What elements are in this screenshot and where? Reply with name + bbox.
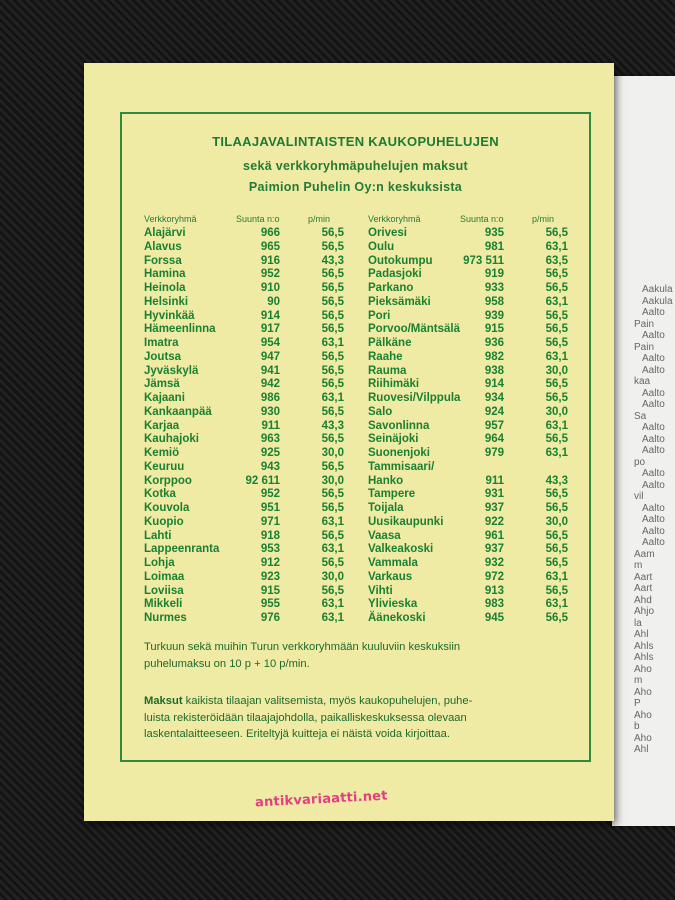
direction-code: 981 xyxy=(484,240,504,253)
table-row xyxy=(368,227,568,240)
direction-code: 915 xyxy=(484,323,504,336)
place-name: Padasjoki xyxy=(368,268,422,281)
table-row xyxy=(368,475,568,488)
place-name: Riihimäki xyxy=(368,378,420,391)
table-row xyxy=(144,461,344,474)
direction-code: 932 xyxy=(484,557,504,569)
table-row xyxy=(144,557,344,570)
adjacent-page-line: Aalto xyxy=(642,364,665,376)
table-row xyxy=(368,282,568,295)
rate-per-minute: 63,1 xyxy=(321,543,344,556)
place-name: Toijala xyxy=(368,502,404,514)
direction-code: 971 xyxy=(260,515,280,528)
rate-per-minute: 56,5 xyxy=(321,350,344,363)
rate-per-minute: 30,0 xyxy=(321,570,344,583)
rate-per-minute: 56,5 xyxy=(545,529,568,542)
direction-code: 911 xyxy=(261,419,280,432)
table-row xyxy=(144,310,344,323)
rate-per-minute: 56,5 xyxy=(545,557,568,569)
direction-code: 919 xyxy=(484,268,504,281)
table-row xyxy=(144,365,344,378)
place-name: Outokumpu xyxy=(368,254,433,267)
direction-code: 923 xyxy=(260,570,280,583)
place-name: Uusikaupunki xyxy=(368,515,444,528)
place-name: Orivesi xyxy=(368,227,407,239)
direction-code: 976 xyxy=(260,612,280,624)
table-row xyxy=(144,323,344,336)
rate-per-minute: 30,0 xyxy=(321,474,344,487)
rate-per-minute: 30,0 xyxy=(545,405,568,418)
rate-per-minute: 56,5 xyxy=(545,282,568,294)
adjacent-page-line: Aalto xyxy=(642,468,665,479)
place-name: Porvoo/Mäntsälä xyxy=(368,323,461,336)
table-row xyxy=(144,433,344,446)
table-row xyxy=(144,447,344,460)
table-row xyxy=(368,406,568,419)
direction-code: 979 xyxy=(484,447,504,459)
rate-per-minute: 63,1 xyxy=(545,350,568,363)
direction-code: 952 xyxy=(260,488,280,501)
rate-per-minute: 63,1 xyxy=(321,598,344,611)
rate-per-minute: 56,5 xyxy=(545,268,568,281)
table-row xyxy=(144,227,344,240)
place-name: Äänekoski xyxy=(368,612,426,624)
place-name: Kauhajoki xyxy=(144,433,199,446)
adjacent-page-line: Aart xyxy=(634,571,653,583)
direction-code: 947 xyxy=(260,350,280,363)
place-name: Keuruu xyxy=(144,460,185,473)
adjacent-page-line: Aho xyxy=(634,686,652,698)
adjacent-page-line: Sa xyxy=(634,410,647,422)
place-name: Parkano xyxy=(368,282,414,294)
rate-per-minute: 43,3 xyxy=(545,474,568,487)
direction-code: 912 xyxy=(260,557,280,569)
direction-code: 916 xyxy=(260,254,280,267)
table-row xyxy=(368,351,568,364)
rate-per-minute: 43,3 xyxy=(321,419,344,432)
table-row xyxy=(368,502,568,515)
place-name: Hyvinkää xyxy=(144,309,195,322)
rate-table-frame xyxy=(120,112,591,762)
place-name: Lahti xyxy=(144,529,172,542)
rate-per-minute: 56,5 xyxy=(321,557,344,569)
place-name: Lappeenranta xyxy=(144,543,220,556)
place-name: Hamina xyxy=(144,268,186,281)
place-name: Loimaa xyxy=(144,570,185,583)
rate-per-minute: 63,1 xyxy=(545,447,568,459)
direction-code: 945 xyxy=(484,612,504,624)
rate-per-minute: 63,1 xyxy=(321,515,344,528)
adjacent-page xyxy=(612,76,675,826)
place-name: Vaasa xyxy=(368,529,401,542)
adjacent-page-line: m xyxy=(634,560,643,571)
adjacent-page-line: Aakula xyxy=(642,284,673,295)
rate-per-minute: 56,5 xyxy=(321,295,344,308)
rate-per-minute: 56,5 xyxy=(545,584,568,597)
adjacent-page-line: la xyxy=(634,617,642,629)
place-name: Vammala xyxy=(368,557,418,569)
adjacent-page-line: P xyxy=(634,698,641,709)
place-name: Seinäjoki xyxy=(368,433,419,446)
rate-per-minute: 56,5 xyxy=(321,584,344,597)
rate-per-minute: 56,5 xyxy=(321,364,344,377)
direction-code: 937 xyxy=(484,502,504,514)
booklet-page xyxy=(84,63,614,821)
direction-code: 973 511 xyxy=(463,254,504,267)
billing-note-line-1: kaikista tilaajan valitsemista, myös kaukopuhelujen, puhe- xyxy=(182,695,473,707)
adjacent-page-line: Ahl xyxy=(634,744,649,755)
place-name: Raahe xyxy=(368,350,403,363)
place-name: Jämsä xyxy=(144,378,180,391)
place-name: Rauma xyxy=(368,364,407,377)
place-name: Kuopio xyxy=(144,515,184,528)
table-row xyxy=(368,598,568,611)
table-row xyxy=(368,447,568,460)
rate-per-minute: 43,3 xyxy=(321,254,344,267)
rate-per-minute: 30,0 xyxy=(545,515,568,528)
direction-code: 938 xyxy=(484,364,504,377)
table-row xyxy=(368,585,568,598)
left-col-code-header: Suunta n:o xyxy=(236,214,280,224)
direction-code: 936 xyxy=(484,337,504,349)
place-name: Joutsa xyxy=(144,350,182,363)
rate-per-minute: 30,0 xyxy=(545,364,568,377)
adjacent-page-line: Aho xyxy=(634,732,652,744)
table-row xyxy=(368,488,568,501)
place-name: Hanko xyxy=(368,474,404,487)
table-row xyxy=(368,461,568,474)
adjacent-page-line: Aalto xyxy=(642,422,665,433)
direction-code: 957 xyxy=(484,419,504,432)
table-row xyxy=(368,296,568,309)
direction-code: 943 xyxy=(260,460,280,473)
table-row xyxy=(368,378,568,391)
place-name: Heinola xyxy=(144,282,186,294)
turku-note xyxy=(144,639,564,672)
rate-per-minute: 56,5 xyxy=(545,309,568,322)
rate-per-minute: 56,5 xyxy=(545,378,568,391)
table-row xyxy=(368,543,568,556)
direction-code: 942 xyxy=(260,378,280,391)
rate-per-minute: 56,5 xyxy=(321,268,344,281)
rate-per-minute: 63,1 xyxy=(321,392,344,404)
place-name: Alavus xyxy=(144,240,182,253)
rate-per-minute: 56,5 xyxy=(321,240,344,253)
rate-per-minute: 56,5 xyxy=(545,502,568,514)
billing-note xyxy=(144,693,564,743)
table-row xyxy=(144,378,344,391)
rate-per-minute: 56,5 xyxy=(321,405,344,418)
direction-code: 954 xyxy=(260,337,280,349)
rate-per-minute: 56,5 xyxy=(321,433,344,446)
direction-code: 914 xyxy=(484,378,504,391)
table-row xyxy=(368,516,568,529)
adjacent-page-line: Pain xyxy=(634,318,655,330)
place-name: Oulu xyxy=(368,240,395,253)
rate-per-minute: 56,5 xyxy=(321,502,344,514)
left-col-rate-header: p/min xyxy=(308,214,331,224)
place-name: Tammisaari/ xyxy=(368,460,435,473)
place-name: Mikkeli xyxy=(144,598,183,611)
place-name: Nurmes xyxy=(144,612,187,624)
direction-code: 918 xyxy=(260,529,280,542)
direction-code: 931 xyxy=(484,488,504,501)
adjacent-page-line: Aalto xyxy=(642,525,665,537)
rate-per-minute: 56,5 xyxy=(545,392,568,404)
direction-code: 941 xyxy=(260,364,280,377)
direction-code: 961 xyxy=(484,529,504,542)
direction-code: 934 xyxy=(484,392,504,404)
place-name: Suonenjoki xyxy=(368,447,430,459)
table-row xyxy=(144,612,344,625)
rate-per-minute: 63,1 xyxy=(545,295,568,308)
rate-per-minute: 56,5 xyxy=(545,433,568,446)
direction-code: 935 xyxy=(484,227,504,239)
adjacent-page-line: Aalto xyxy=(642,399,665,410)
rate-per-minute: 56,5 xyxy=(321,282,344,294)
adjacent-page-line: vil xyxy=(634,491,644,502)
title-line-1: TILAAJAVALINTAISTEN KAUKOPUHELUJEN xyxy=(212,134,499,149)
place-name: Hämeenlinna xyxy=(144,323,216,336)
table-row xyxy=(368,557,568,570)
right-col-rate-header: p/min xyxy=(532,214,555,224)
direction-code: 966 xyxy=(260,227,280,239)
rate-per-minute: 63,1 xyxy=(321,337,344,349)
right-col-group-header: Verkkoryhmä xyxy=(368,214,421,224)
direction-code: 922 xyxy=(484,515,504,528)
place-name: Pieksämäki xyxy=(368,295,431,308)
rate-per-minute: 56,5 xyxy=(321,460,344,473)
rate-per-minute: 56,5 xyxy=(321,309,344,322)
billing-note-line-3: laskentalaitteeseen. Eriteltyjä kuitteja ei näistä voida kirjoittaa. xyxy=(144,728,450,740)
direction-code: 915 xyxy=(260,584,280,597)
rate-per-minute: 63,5 xyxy=(545,254,568,267)
direction-code: 930 xyxy=(260,405,280,418)
rate-per-minute: 56,5 xyxy=(545,337,568,349)
rate-per-minute: 30,0 xyxy=(321,447,344,459)
table-row xyxy=(144,475,344,488)
adjacent-page-line: Aalto xyxy=(642,537,665,548)
place-name: Korppoo xyxy=(144,474,192,487)
billing-note-bold: Maksut xyxy=(144,695,183,707)
table-row xyxy=(368,241,568,254)
direction-code: 939 xyxy=(484,309,504,322)
adjacent-page-line: Aalto xyxy=(642,433,665,445)
watermark: antikvariaatti.net xyxy=(254,788,389,811)
place-name: Imatra xyxy=(144,337,179,349)
table-row xyxy=(368,255,568,268)
table-row xyxy=(144,598,344,611)
table-row xyxy=(144,392,344,405)
table-row xyxy=(144,488,344,501)
rate-per-minute: 56,5 xyxy=(545,612,568,624)
direction-code: 917 xyxy=(260,323,280,336)
table-row xyxy=(368,310,568,323)
rate-per-minute: 63,1 xyxy=(545,419,568,432)
direction-code: 90 xyxy=(267,295,280,308)
adjacent-page-line: Pain xyxy=(634,341,655,353)
table-row xyxy=(144,351,344,364)
table-row xyxy=(144,516,344,529)
billing-note-line-2: luista rekisteröidään tilaajajohdolla, paikalliskeskuksessa olevaan xyxy=(144,711,467,724)
table-row xyxy=(144,406,344,419)
table-row xyxy=(144,255,344,268)
place-name: Helsinki xyxy=(144,295,189,308)
rate-per-minute: 63,1 xyxy=(545,240,568,253)
table-row xyxy=(144,282,344,295)
adjacent-page-line: Aalto xyxy=(642,514,665,525)
table-row xyxy=(144,502,344,515)
rate-per-minute: 63,1 xyxy=(545,570,568,583)
place-name: Tampere xyxy=(368,488,416,501)
place-name: Alajärvi xyxy=(144,227,186,239)
direction-code: 924 xyxy=(484,405,504,418)
place-name: Ruovesi/Vilppula xyxy=(368,392,461,404)
direction-code: 986 xyxy=(260,392,280,404)
table-row xyxy=(368,323,568,336)
rate-per-minute: 56,5 xyxy=(545,227,568,239)
rate-per-minute: 56,5 xyxy=(321,488,344,501)
adjacent-page-line: Aalto xyxy=(642,330,665,341)
place-name: Pälkäne xyxy=(368,337,412,349)
rate-per-minute: 56,5 xyxy=(545,488,568,501)
place-name: Kouvola xyxy=(144,502,190,514)
table-row xyxy=(368,392,568,405)
adjacent-page-line: m xyxy=(634,675,643,686)
direction-code: 933 xyxy=(484,282,504,294)
adjacent-page-line: Aalto xyxy=(642,445,665,456)
adjacent-page-line: b xyxy=(634,721,640,732)
adjacent-page-line: po xyxy=(634,456,646,468)
table-row xyxy=(368,530,568,543)
rate-per-minute: 63,1 xyxy=(545,598,568,611)
right-col-code-header: Suunta n:o xyxy=(460,214,504,224)
turku-note-line-1: Turkuun sekä muihin Turun verkkoryhmään kuuluviin keskuksiin xyxy=(144,641,461,653)
adjacent-page-line: Ahjo xyxy=(634,606,655,617)
place-name: Salo xyxy=(368,405,393,418)
adjacent-page-line: Aalto xyxy=(642,387,665,399)
adjacent-page-line: Aho xyxy=(634,709,652,721)
direction-code: 937 xyxy=(484,543,504,556)
place-name: Karjaa xyxy=(144,419,180,432)
rate-per-minute: 56,5 xyxy=(545,543,568,556)
rate-per-minute: 56,5 xyxy=(321,529,344,542)
table-row xyxy=(144,241,344,254)
table-row xyxy=(368,612,568,625)
place-name: Ylivieska xyxy=(368,598,418,611)
title-line-2: sekä verkkoryhmäpuhelujen maksut xyxy=(243,159,468,173)
adjacent-page-line: kaa xyxy=(634,376,651,387)
table-row xyxy=(144,420,344,433)
table-row xyxy=(144,530,344,543)
adjacent-page-line: Aalto xyxy=(642,307,665,318)
table-row xyxy=(144,585,344,598)
direction-code: 925 xyxy=(260,447,280,459)
direction-code: 914 xyxy=(260,309,280,322)
place-name: Kemiö xyxy=(144,447,180,459)
direction-code: 953 xyxy=(260,543,280,556)
place-name: Savonlinna xyxy=(368,419,430,432)
table-row xyxy=(368,365,568,378)
direction-code: 972 xyxy=(484,570,504,583)
direction-code: 958 xyxy=(484,295,504,308)
adjacent-page-line: Aalto xyxy=(642,502,665,514)
direction-code: 911 xyxy=(485,474,504,487)
table-row xyxy=(368,337,568,350)
place-name: Lohja xyxy=(144,557,175,569)
table-row xyxy=(144,268,344,281)
adjacent-page-line: Aart xyxy=(634,583,653,594)
direction-code: 964 xyxy=(484,433,504,446)
place-name: Kankaanpää xyxy=(144,405,212,418)
place-name: Kotka xyxy=(144,488,176,501)
table-row xyxy=(144,296,344,309)
rate-per-minute: 56,5 xyxy=(321,378,344,391)
turku-note-line-2: puhelumaksu on 10 p + 10 p/min. xyxy=(144,657,310,670)
adjacent-page-line: Ahls xyxy=(634,640,654,652)
direction-code: 913 xyxy=(484,584,504,597)
direction-code: 92 611 xyxy=(245,474,280,487)
table-row xyxy=(368,420,568,433)
rate-per-minute: 56,5 xyxy=(545,323,568,336)
direction-code: 952 xyxy=(260,268,280,281)
table-row xyxy=(144,337,344,350)
place-name: Vihti xyxy=(368,584,393,597)
adjacent-page-line: Aakula xyxy=(642,295,673,307)
direction-code: 982 xyxy=(484,350,504,363)
adjacent-page-line: Aam xyxy=(634,548,655,560)
direction-code: 965 xyxy=(260,240,280,253)
table-row xyxy=(368,433,568,446)
table-row xyxy=(144,543,344,556)
direction-code: 955 xyxy=(260,598,280,611)
place-name: Loviisa xyxy=(144,584,184,597)
direction-code: 910 xyxy=(260,282,280,294)
direction-code: 983 xyxy=(484,598,504,611)
rate-per-minute: 56,5 xyxy=(321,227,344,239)
adjacent-page-line: Aho xyxy=(634,663,652,675)
table-row xyxy=(368,268,568,281)
adjacent-page-line: Aalto xyxy=(642,353,665,364)
adjacent-page-line: Ahls xyxy=(634,652,654,663)
direction-code: 963 xyxy=(260,433,280,446)
place-name: Valkeakoski xyxy=(368,543,434,556)
adjacent-page-line: Aalto xyxy=(642,479,665,491)
place-name: Forssa xyxy=(144,254,182,267)
direction-code: 951 xyxy=(260,502,280,514)
adjacent-page-line: Ahd xyxy=(634,594,652,606)
adjacent-page-line: Ahl xyxy=(634,629,649,640)
place-name: Jyväskylä xyxy=(144,364,199,377)
rate-per-minute: 63,1 xyxy=(321,612,344,624)
left-col-group-header: Verkkoryhmä xyxy=(144,214,197,224)
table-row xyxy=(368,571,568,584)
title-line-3: Paimion Puhelin Oy:n keskuksista xyxy=(248,180,463,194)
place-name: Varkaus xyxy=(368,570,413,583)
place-name: Pori xyxy=(368,309,391,322)
place-name: Kajaani xyxy=(144,392,185,404)
rate-per-minute: 56,5 xyxy=(321,323,344,336)
table-row xyxy=(144,571,344,584)
